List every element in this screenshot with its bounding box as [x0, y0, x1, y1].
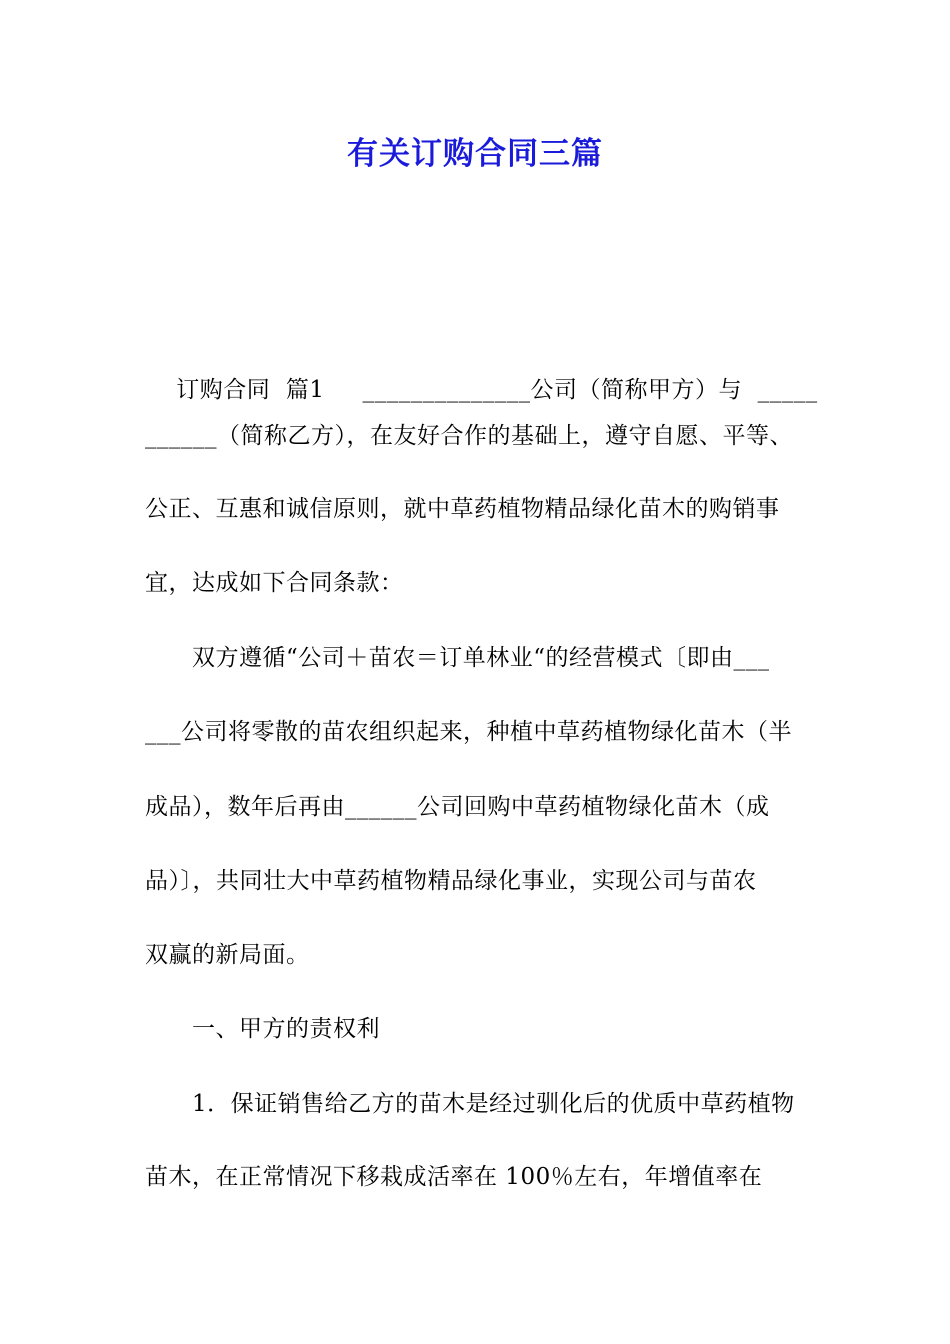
blank-line-company-a: ______________ [362, 377, 531, 403]
document-title: 有关订购合同三篇 [347, 136, 603, 172]
paragraph-line-8: 品）〕，共同壮大中草药植物精品绿化事业，实现公司与苗农 [145, 868, 757, 894]
paragraph-line-6: ___公司将零散的苗农组织起来，种植中草药植物绿化苗木（半 [145, 719, 792, 745]
paragraph-line-9: 双赢的新局面。 [145, 942, 310, 968]
contract-heading: 订购合同 篇1 [176, 377, 325, 403]
paragraph-line-12: 苗木，在正常情况下移栽成活率在 100％左右，年增值率在 [145, 1164, 763, 1190]
paragraph-line-11: 1．保证销售给乙方的苗木是经过驯化后的优质中草药植物 [192, 1091, 795, 1117]
section-heading-party-a: 一、甲方的责权利 [192, 1016, 380, 1042]
party-a-text: 公司（简称甲方）与 _____ [530, 377, 818, 403]
paragraph-line-7: 成品），数年后再由______公司回购中草药植物绿化苗木（成 [145, 794, 770, 820]
paragraph-line-5: 双方遵循“公司＋苗农＝订单林业“的经营模式〔即由___ [192, 645, 770, 671]
paragraph-line-4: 宜，达成如下合同条款： [145, 570, 404, 596]
paragraph-line-3: 公正、互惠和诚信原则，就中草药植物精品绿化苗木的购销事 [145, 496, 780, 522]
paragraph-line-2: ______（简称乙方），在友好合作的基础上，遵守自愿、平等、 [145, 423, 793, 449]
